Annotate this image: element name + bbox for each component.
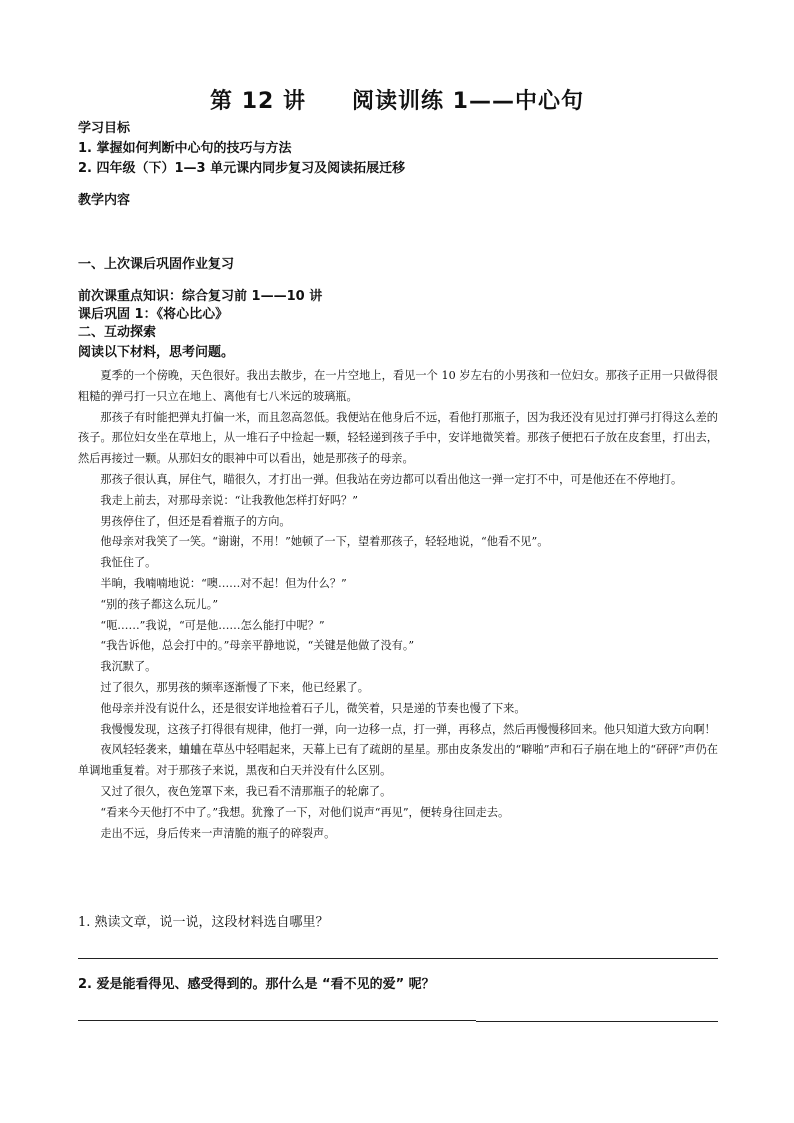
passage-paragraph: 夏季的一个傍晚，天色很好。我出去散步，在一片空地上，看见一个 10 岁左右的小男孩和一位妇女。那孩子正用一只做得很粗糙的弹弓打一只立在地上、离他有七八米远的玻璃瓶。 <box>78 369 718 403</box>
reading-prompt: 阅读以下材料，思考问题。 <box>78 345 235 360</box>
objective-item-1: 1. 掌握如何判断中心句的技巧与方法 <box>78 141 292 156</box>
answer-line-2b <box>476 1021 718 1022</box>
passage-paragraph: “我告诉他，总会打中的。”母亲平静地说，“关键是他做了没有。” <box>100 639 415 653</box>
passage-paragraph: 半晌，我喃喃地说：“噢……对不起！但为什么？” <box>100 576 347 590</box>
section1-heading: 一、上次课后巩固作业复习 <box>78 257 235 272</box>
passage-paragraph: 我慢慢发现，这孩子打得很有规律，他打一弹，向一边移一点，打一弹，再移点，然后再慢慢移回来。他只知道大致方向啊！ <box>100 722 716 736</box>
homework-line: 课后巩固 1：《将心比心》 <box>78 307 229 322</box>
answer-line-2a <box>78 1020 476 1021</box>
passage-paragraph: 过了很久，那男孩的频率逐渐慢了下来，他已经累了。 <box>100 680 369 694</box>
objective-item-2: 2. 四年级（下）1—3 单元课内同步复习及阅读拓展迁移 <box>78 161 406 176</box>
previous-review-line: 前次课重点知识：综合复习前 1——10 讲 <box>78 289 323 304</box>
passage-paragraph: “别的孩子都这么玩儿。” <box>100 597 219 611</box>
passage-paragraph: 那孩子有时能把弹丸打偏一米，而且忽高忽低。我便站在他身后不远，看他打那瓶子，因为我还没有见过打弹弓打得这么差的孩子。那位妇女坐在草地上，从一堆石子中捡起一颗，轻轻递到孩子手中，安详地微笑着。那孩子便把石子放在皮套里，打出去，然后再接过一颗。从那妇女的眼神中可以看出，她是那孩子的母亲。 <box>78 410 718 466</box>
question-2: 2. 爱是能看得见、感受得到的。那什么是 “看不见的爱” 呢？ <box>78 977 435 992</box>
passage-paragraph: 又过了很久，夜色笼罩下来，我已看不清那瓶子的轮廓了。 <box>100 784 392 798</box>
passage-paragraph: 我走上前去，对那母亲说：“让我教他怎样打好吗？” <box>100 493 358 507</box>
passage-paragraph: 他母亲并没有说什么，还是很安详地捡着石子儿，微笑着，只是递的节奏也慢了下来。 <box>100 701 526 715</box>
passage-paragraph: 我怔住了。 <box>100 556 157 570</box>
passage-paragraph: 夜风轻轻袭来，蛐蛐在草丛中轻唱起来，天幕上已有了疏朗的星星。那由皮条发出的“噼啪”声和石子崩在地上的“砰砰”声仍在单调地重复着。对于那孩子来说，黑夜和白天并没有什么区别。 <box>78 743 718 778</box>
passage-paragraph: 走出不远，身后传来一声清脆的瓶子的碎裂声。 <box>100 826 336 840</box>
answer-line-1 <box>78 958 718 959</box>
passage-paragraph: 那孩子很认真，屏住气，瞄很久，才打出一弹。但我站在旁边都可以看出他这一弹一定打不中，可是他还在不停地打。 <box>100 472 683 486</box>
passage-paragraph: “看来今天他打不中了。”我想。犹豫了一下，对他们说声“再见”，便转身往回走去。 <box>100 805 510 819</box>
section2-heading: 二、互动探索 <box>78 325 157 340</box>
passage-paragraph: “呃……”我说，“可是他……怎么能打中呢？” <box>100 618 325 632</box>
question-1: 1. 熟读文章，说一说，这段材料选自哪里？ <box>78 915 329 930</box>
passage-paragraph: 男孩停住了，但还是看着瓶子的方向。 <box>100 514 291 528</box>
passage-paragraph: 我沉默了。 <box>100 660 157 674</box>
passage-paragraph: 他母亲对我笑了一笑。“谢谢，不用！”她顿了一下，望着那孩子，轻轻地说，“他看不见”。 <box>100 535 549 549</box>
reading-passage <box>78 366 718 844</box>
lesson-title: 第 12 讲 阅读训练 1——中心句 <box>210 89 584 114</box>
teaching-content-heading: 教学内容 <box>78 193 131 208</box>
objectives-heading: 学习目标 <box>78 121 131 136</box>
